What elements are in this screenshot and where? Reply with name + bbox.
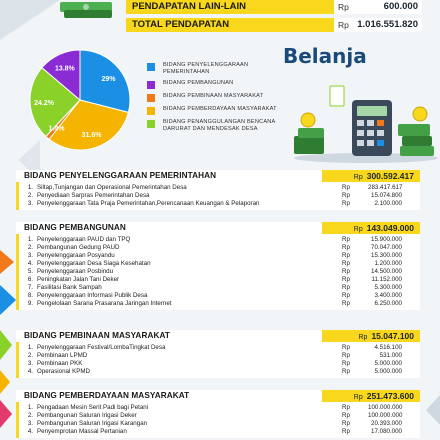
section-rows	[16, 402, 420, 438]
row-number: 2.	[27, 412, 33, 419]
row-label: Penyelenggaraan Informasi Publik Desa	[37, 292, 148, 299]
row-currency: Rp	[342, 292, 350, 299]
legend-swatch	[147, 81, 155, 89]
income-label: PENDAPATAN LAIN-LAIN	[126, 0, 334, 14]
section-total-value: 300.592.417	[366, 171, 414, 181]
legend-swatch	[147, 63, 155, 71]
row-value: 15.074.800	[371, 192, 402, 199]
calculator-money-icon	[290, 78, 440, 164]
section-total-value: 251.473.600	[366, 391, 414, 401]
section-currency: Rp	[353, 226, 363, 233]
pie-chart	[24, 40, 136, 158]
row-number: 1.	[27, 344, 33, 351]
row-label: Penyelenggaraan PAUD dan TPQ	[37, 236, 131, 243]
table-row	[19, 412, 420, 420]
table-row	[19, 300, 420, 308]
row-currency: Rp	[342, 404, 350, 411]
row-label: Pengadaan Mesin Serit Padi bagi Petani	[37, 404, 149, 411]
row-number: 3.	[27, 420, 33, 427]
belanja-title: Belanja	[283, 44, 367, 68]
total-income-row	[126, 18, 422, 32]
row-label: Siltap,Tunjangan dan Operasional Pemerintahan Desa	[37, 184, 187, 191]
table-row	[19, 404, 420, 412]
row-label: Penyelenggaraan Posyandu	[37, 252, 115, 259]
income-value: 600.000	[354, 0, 422, 14]
legend-swatch	[147, 107, 155, 115]
legend-swatch	[147, 120, 155, 128]
section-rows	[16, 234, 420, 310]
row-label: Penyelenggaraan Posbindu	[37, 268, 114, 275]
row-value: 17.080.000	[371, 428, 402, 435]
section-header	[16, 330, 420, 342]
legend-item	[147, 80, 287, 89]
row-label: Pembangunan Saluran Irigasi Deker	[37, 412, 137, 419]
table-row	[19, 344, 420, 352]
table-row	[19, 420, 420, 428]
row-value: 6.250.000	[374, 300, 402, 307]
section-total	[322, 390, 420, 402]
section-total	[322, 170, 420, 182]
row-label: Penyediaan Sarpras Pemerintahan Desa	[37, 192, 150, 199]
row-value: 5.300.000	[374, 284, 402, 291]
table-row	[19, 368, 420, 376]
row-currency: Rp	[342, 300, 350, 307]
table-row	[19, 184, 420, 192]
legend-item	[147, 93, 287, 102]
table-row	[19, 244, 420, 252]
row-value: 1.200.000	[374, 260, 402, 267]
section-currency: Rp	[358, 334, 368, 341]
row-value: 5.000.000	[374, 360, 402, 367]
row-number: 1.	[27, 236, 33, 243]
row-value: 14.500.000	[371, 268, 402, 275]
income-value: 1.016.551.820	[354, 18, 422, 32]
table-row	[19, 192, 420, 200]
row-currency: Rp	[342, 268, 350, 275]
table-row	[19, 284, 420, 292]
row-label: Pembinaan PKK	[37, 360, 83, 367]
income-row	[126, 0, 422, 14]
money-stack-icon	[56, 0, 120, 22]
income-currency: Rp	[334, 0, 354, 14]
section-total-value: 15.047.100	[371, 331, 414, 341]
legend-text: BIDANG PEMBINAAN MASYARAKAT	[163, 93, 264, 99]
section-total	[322, 222, 420, 234]
row-number: 3.	[27, 252, 33, 259]
row-currency: Rp	[342, 244, 350, 251]
row-currency: Rp	[342, 184, 350, 191]
row-label: Peningkatan Jalan Tani Deker	[37, 276, 120, 283]
row-value: 5.000.000	[374, 368, 402, 375]
section-title: BIDANG PEMBINAAN MASYARAKAT	[16, 330, 322, 342]
table-row	[19, 268, 420, 276]
section-currency: Rp	[353, 174, 363, 181]
row-number: 2.	[27, 352, 33, 359]
row-label: Pembinaan LPMD	[37, 352, 88, 359]
row-currency: Rp	[342, 276, 350, 283]
pie-slice-label: 13.8%	[54, 65, 75, 73]
row-currency: Rp	[342, 420, 350, 427]
row-number: 1.	[27, 184, 33, 191]
row-currency: Rp	[342, 260, 350, 267]
row-currency: Rp	[342, 360, 350, 367]
section-pemerintahan	[16, 170, 420, 210]
row-label: Pembangunan Saluran Irigasi Karangan	[37, 420, 148, 427]
row-value: 100.000.000	[368, 412, 403, 419]
income-label: TOTAL PENDAPATAN	[126, 18, 334, 32]
row-value: 70.047.000	[371, 244, 402, 251]
row-number: 7.	[27, 284, 33, 291]
row-currency: Rp	[342, 200, 350, 207]
section-total	[322, 330, 420, 342]
section-header	[16, 222, 420, 234]
row-value: 11.152.000	[371, 276, 402, 283]
row-value: 20.393.000	[371, 420, 402, 427]
row-number: 3.	[27, 360, 33, 367]
legend-item	[147, 106, 287, 115]
row-currency: Rp	[342, 236, 350, 243]
section-pemberdayaan	[16, 390, 420, 438]
row-number: 6.	[27, 276, 33, 283]
row-value: 3.400.000	[374, 292, 402, 299]
row-number: 9.	[27, 300, 33, 307]
pie-slice-label: 24.2%	[34, 100, 54, 108]
table-row	[19, 276, 420, 284]
row-label: Pembangunan Gedung PAUD	[37, 244, 120, 251]
row-label: Pengelolaan Sarana Prasarana Jaringan Internet	[37, 300, 172, 307]
section-pembangunan	[16, 222, 420, 310]
legend-text: BIDANG PENYELENGGARAAN PEMERINTAHAN	[163, 62, 249, 75]
section-rows	[16, 182, 420, 210]
table-row	[19, 352, 420, 360]
row-number: 4.	[27, 428, 33, 435]
legend-swatch	[147, 94, 155, 102]
legend-text: BIDANG PEMBERDAYAAN MASYARAKAT	[163, 106, 277, 112]
section-currency: Rp	[353, 394, 363, 401]
row-number: 4.	[27, 368, 33, 375]
row-number: 5.	[27, 268, 33, 275]
legend-item	[147, 62, 287, 76]
row-currency: Rp	[342, 352, 350, 359]
section-title: BIDANG PEMBANGUNAN	[16, 222, 322, 234]
legend-text: BIDANG PEMBANGUNAN	[163, 80, 234, 86]
row-label: Operasional KPMD	[37, 368, 90, 375]
row-currency: Rp	[342, 428, 350, 435]
row-value: 4.516.100	[374, 344, 402, 351]
section-pembinaan	[16, 330, 420, 378]
table-row	[19, 360, 420, 368]
row-value: 283.417.617	[368, 184, 403, 191]
row-label: Penyelenggaraan Tata Praja Pemerintahan,Perencanaan Keuangan & Pelaporan	[37, 200, 260, 207]
row-value: 531.000	[379, 352, 402, 359]
pie-slice-label: 31.6%	[81, 132, 102, 140]
pie-slice-label: 1.4%	[48, 125, 65, 133]
section-header	[16, 170, 420, 182]
table-row	[19, 292, 420, 300]
section-rows	[16, 342, 420, 378]
table-row	[19, 236, 420, 244]
row-currency: Rp	[342, 192, 350, 199]
legend-item	[147, 119, 287, 133]
row-label: Penyelenggaraan Desa Siaga Kesehatan	[37, 260, 151, 267]
row-currency: Rp	[342, 344, 350, 351]
section-total-value: 143.049.000	[366, 223, 414, 233]
section-header	[16, 390, 420, 402]
table-row	[19, 428, 420, 436]
table-row	[19, 260, 420, 268]
row-number: 8.	[27, 292, 33, 299]
section-title: BIDANG PEMBERDAYAAN MASYARAKAT	[16, 390, 322, 402]
row-number: 3.	[27, 200, 33, 207]
row-currency: Rp	[342, 284, 350, 291]
row-label: Fasilitasi Bank Sampah	[37, 284, 102, 291]
table-row	[19, 200, 420, 208]
row-currency: Rp	[342, 412, 350, 419]
income-currency: Rp	[334, 18, 354, 32]
row-number: 2.	[27, 192, 33, 199]
row-currency: Rp	[342, 368, 350, 375]
row-number: 2.	[27, 244, 33, 251]
row-number: 4.	[27, 260, 33, 267]
row-label: Penyemprotan Massal Pertanian	[37, 428, 127, 435]
row-currency: Rp	[342, 252, 350, 259]
table-row	[19, 252, 420, 260]
row-value: 15.300.000	[371, 252, 402, 259]
section-title: BIDANG PENYELENGGARAAN PEMERINTAHAN	[16, 170, 322, 182]
row-label: Penyelenggaraan Festival/LombaTingkat Desa	[37, 344, 166, 351]
row-value: 2.100.000	[374, 200, 402, 207]
legend-text: BIDANG PENANGGULANGAN BENCANA DARURAT DAN MENDESAK DESA	[163, 119, 276, 132]
row-number: 1.	[27, 404, 33, 411]
row-value: 100.000.000	[368, 404, 403, 411]
pie-slice-label: 29%	[101, 75, 116, 83]
row-value: 15.900.000	[371, 236, 402, 243]
pie-legend	[147, 62, 287, 137]
